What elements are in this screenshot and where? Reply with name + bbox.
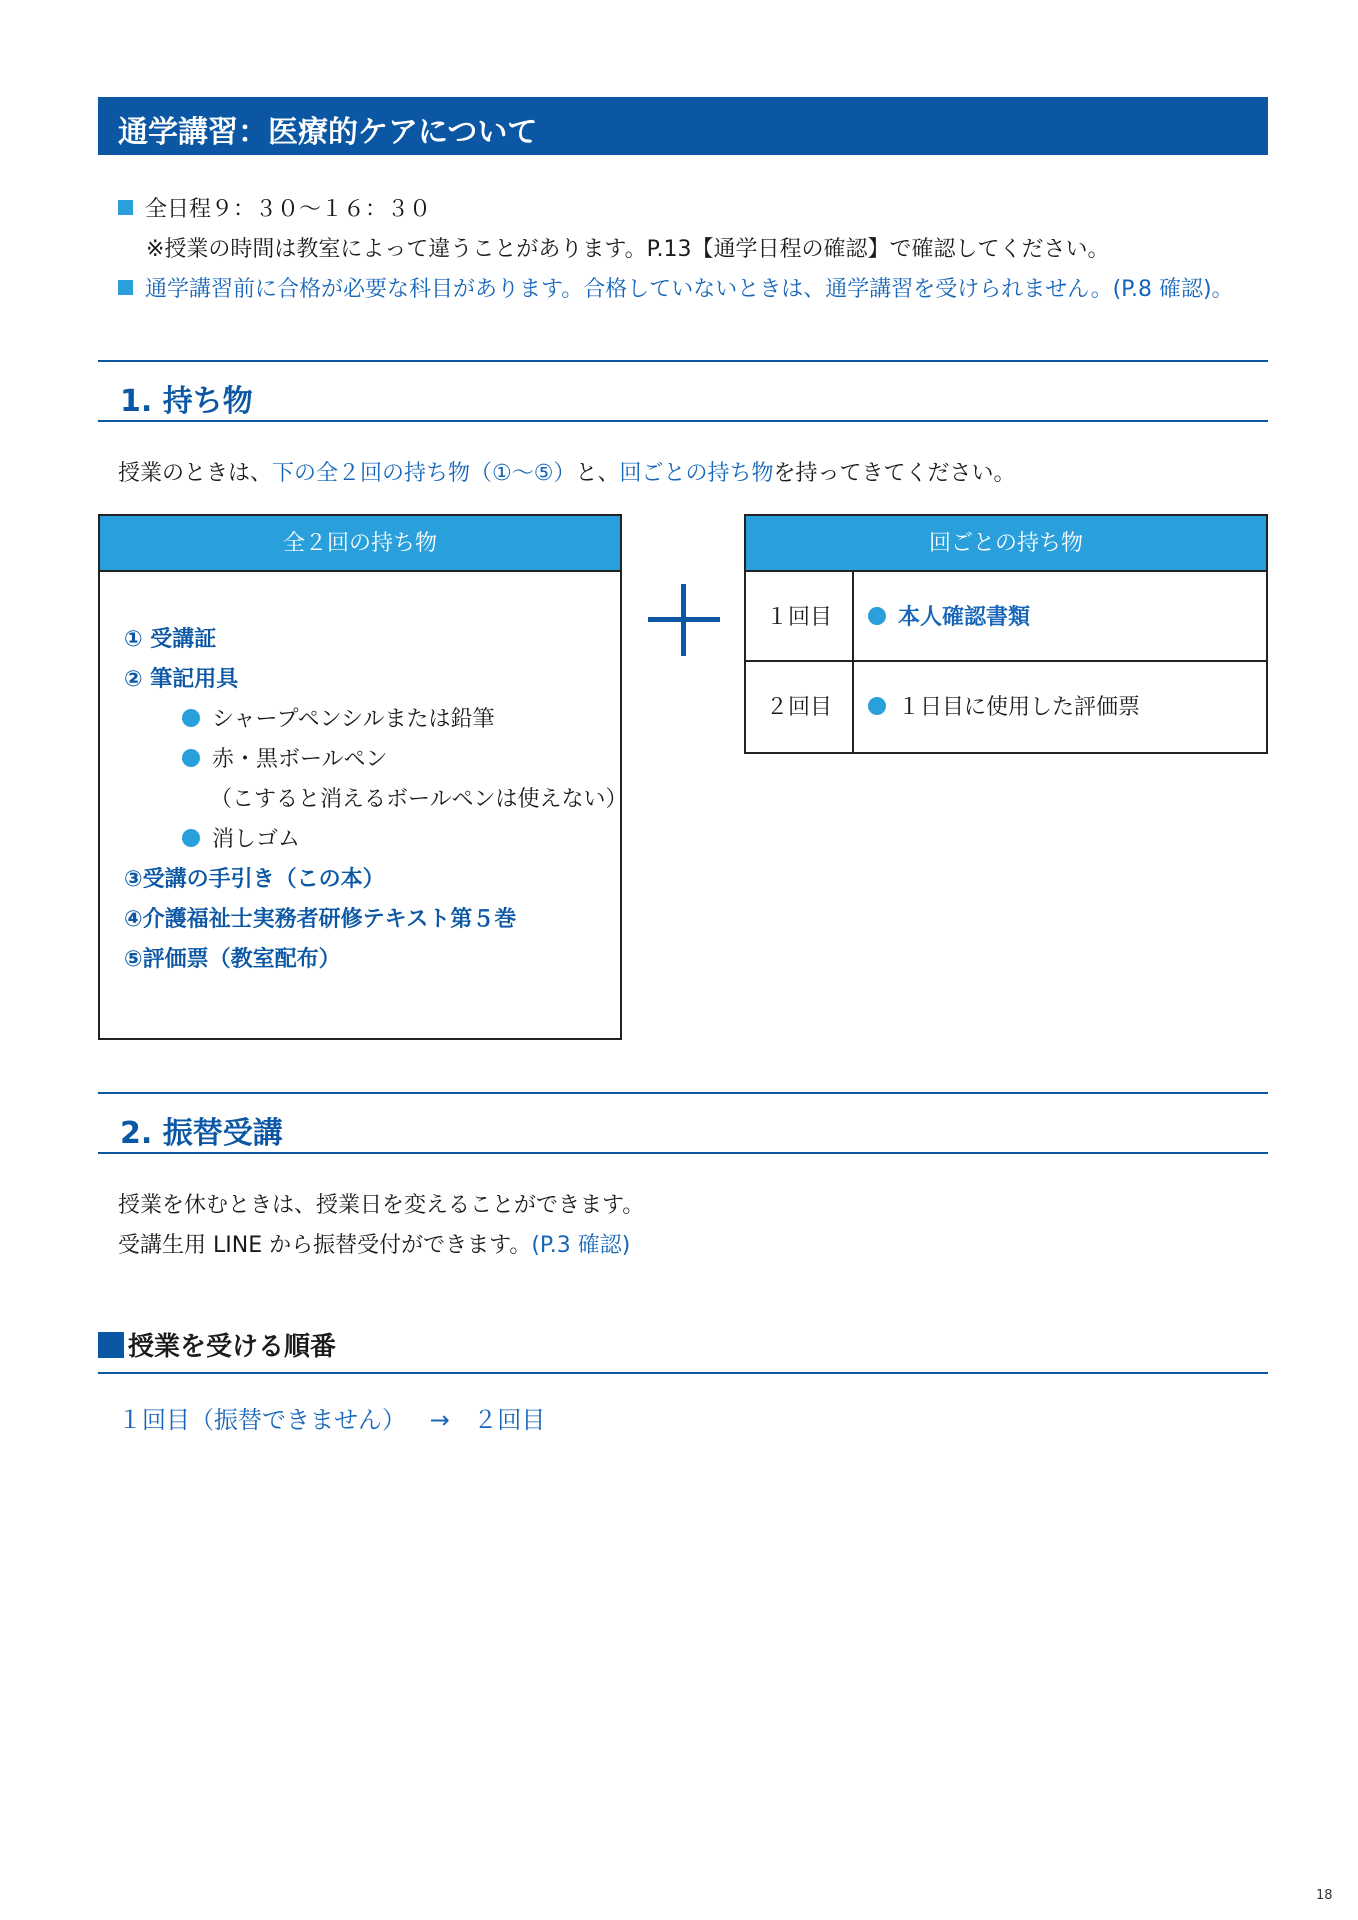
square-bullet-icon [118,280,133,295]
session-item-text: 本人確認書類 [898,605,1031,630]
plus-icon [648,584,720,656]
list-item: ④介護福祉士実務者研修テキスト第５巻 [124,907,517,932]
order-second: ２回目 [473,1406,546,1434]
session-label: ２回目 [746,662,854,752]
circle-bullet-icon [868,607,886,625]
arrow-right-icon: → [429,1406,450,1434]
list-item: ② 筆記用具 [124,667,239,692]
table-row [746,572,1266,662]
page-number: 18 [1316,1888,1333,1903]
list-subitem-text: 赤・黒ボールペン [212,747,388,772]
requirement-line [118,270,1234,310]
section-heading-makeup [98,1092,1268,1154]
session-item [854,572,1266,660]
per-session-box [744,514,1268,754]
order-flow [118,1400,545,1435]
order-first: １回目（振替できません） [118,1406,406,1434]
intro-highlight-per-session: 回ごとの持ち物 [619,461,774,486]
per-session-box-title: 回ごとの持ち物 [746,516,1266,572]
intro-text: 授業のときは、 [118,461,273,486]
square-bullet-icon [118,200,133,215]
list-subitem-note: （こすると消えるボールペンは使えない） [210,787,628,812]
session-item [854,662,1266,752]
list-item: ③受講の手引き（この本） [124,867,385,892]
section-heading-text: 2. 振替受講 [120,1116,283,1151]
schedule-block [118,190,1234,310]
list-subitem [124,700,620,740]
circle-bullet-icon [868,697,886,715]
makeup-body [118,1186,644,1266]
all-sessions-box-title: 全２回の持ち物 [100,516,620,572]
section-heading-text: 1. 持ち物 [120,384,253,419]
circle-bullet-icon [182,709,200,727]
square-marker-icon [98,1332,124,1358]
schedule-time-value: ９：３０〜１６：３０ [211,197,432,222]
list-subitem-text: 消しゴム [212,827,301,852]
schedule-time-label: 全日程 [145,197,212,222]
list-subitem [124,740,620,780]
makeup-line-1: 授業を休むときは、授業日を変えることができます。 [118,1193,645,1218]
list-item: ① 受講証 [124,627,217,652]
list-item: ⑤評価票（教室配布） [124,947,341,972]
all-sessions-list [100,572,628,980]
page-title-banner [98,97,1268,155]
makeup-ref: (P.3 確認) [531,1233,631,1258]
schedule-time-line [118,190,1234,230]
table-row [746,662,1266,752]
intro-text: と、 [575,461,620,486]
section-heading-belongings [98,360,1268,422]
makeup-line-2 [118,1226,644,1266]
order-heading-text: 授業を受ける順番 [128,1332,337,1362]
session-item-text: １日目に使用した評価票 [898,695,1141,720]
session-label: １回目 [746,572,854,660]
list-subitem [124,820,620,860]
makeup-line-2-text: 受講生用 LINE から振替受付ができます。 [118,1233,532,1258]
all-sessions-box [98,514,628,1040]
requirement-text: 通学講習前に合格が必要な科目があります。合格していないときは、通学講習を受けられません。(P.8 確認)。 [145,277,1234,302]
page-title: 通学講習：医療的ケアについて [118,115,538,150]
order-heading [98,1318,1268,1374]
belongings-intro [118,454,1016,494]
list-subitem-text: シャープペンシルまたは鉛筆 [212,707,495,732]
schedule-note: ※授業の時間は教室によって違うことがあります。P.13【通学日程の確認】で確認してください。 [146,237,1110,262]
intro-text: を持ってきてください。 [773,461,1016,486]
circle-bullet-icon [182,749,200,767]
intro-highlight-all: 下の全２回の持ち物（①〜⑤） [272,461,576,486]
circle-bullet-icon [182,829,200,847]
